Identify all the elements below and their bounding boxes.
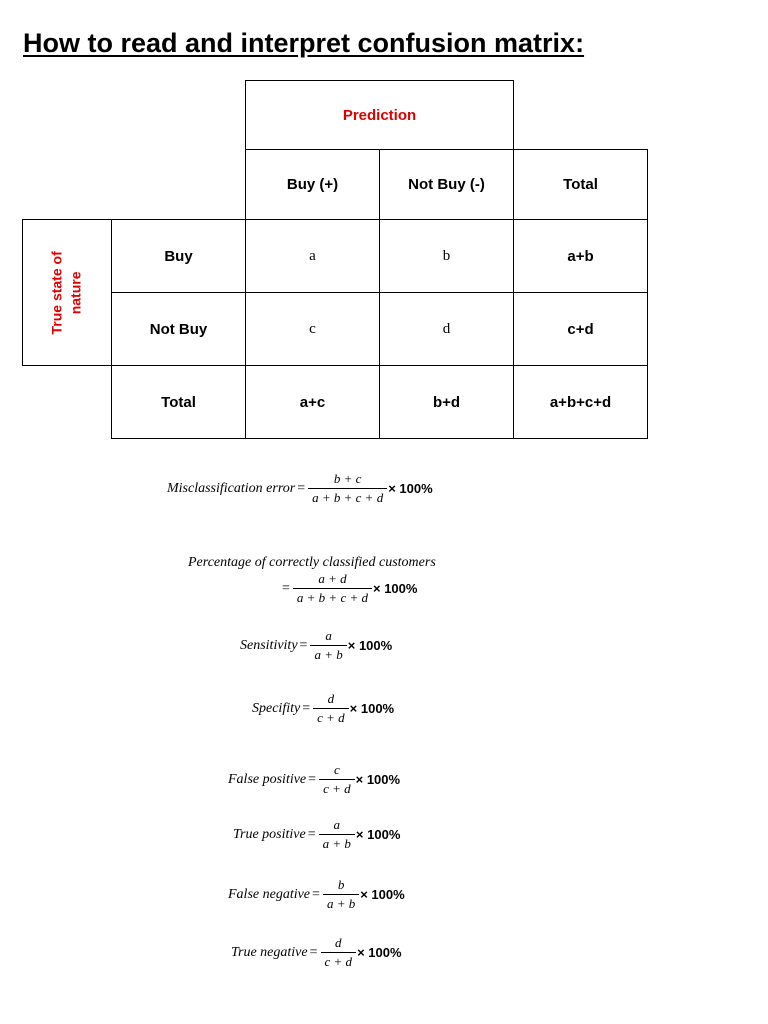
cell-value: a+b+c+d [549,393,612,411]
cell-value: b+d [432,393,461,411]
formula-specifity [252,691,394,726]
percent-suffix: × 100% [347,638,393,653]
denominator: a + b + c + d [293,588,372,606]
numerator: a [333,817,341,832]
equals-sign: = [282,580,290,596]
row-header-total [111,365,246,439]
cell-a-plus-b [513,219,648,293]
cell-value: a [309,247,316,264]
denominator: c + d [313,708,349,726]
numerator: a [325,628,332,643]
formula-true-positive [233,817,400,852]
equals-sign: = [307,826,316,842]
formula-label: False negative [228,886,311,902]
percent-suffix: × 100% [355,772,401,787]
true-state-label [48,251,86,334]
fraction [319,817,355,852]
equals-sign: = [302,700,311,716]
formula-label: Specifity [252,700,301,716]
numerator: d [335,935,342,950]
fraction [323,877,359,912]
formula-correct-label: Percentage of correctly classified customers [188,555,436,570]
percent-suffix: × 100% [373,581,418,596]
cell-value: a+c [299,393,326,411]
percent-suffix: × 100% [388,481,433,496]
denominator: a + b + c + d [308,488,387,506]
cell-c [245,292,380,366]
formula-label: Sensitivity [240,637,298,653]
cell-value: a+b [567,247,594,265]
row-header-not-buy [111,292,246,366]
row-header-label: Total [161,393,196,411]
formula-label: True positive [233,826,306,842]
col-header-total [513,149,648,220]
percent-suffix: × 100% [355,827,401,842]
prediction-header [245,80,514,150]
denominator: c + d [319,779,355,797]
denominator: a + b [323,894,359,912]
fraction [321,935,357,970]
page-title: How to read and interpret confusion matrix: [23,28,585,58]
true-state-line: nature [68,271,84,314]
formula-true-negative [231,935,402,970]
numerator: c [333,762,340,777]
formula-sensitivity [240,628,392,663]
cell-b-plus-d [379,365,514,439]
cell-value: c+d [567,320,594,338]
cell-grand-total [513,365,648,439]
cell-b [379,219,514,293]
cell-c-plus-d [513,292,648,366]
row-header-label: Buy [164,247,193,265]
col-header-label: Buy (+) [286,176,339,193]
true-state-line: True state of [49,250,66,335]
denominator: a + b [319,834,355,852]
denominator: c + d [321,952,357,970]
fraction [308,471,387,506]
col-header-not-buy [379,149,514,220]
col-header-buy [245,149,380,220]
cell-a-plus-c [245,365,380,439]
formula-label: True negative [231,944,308,960]
fraction [313,691,349,726]
row-header-buy [111,219,246,293]
percent-suffix: × 100% [357,945,402,960]
cell-value: d [442,320,451,337]
equals-sign: = [312,886,320,902]
numerator: a + d [318,571,347,586]
col-header-label: Not Buy (-) [408,176,485,193]
formula-correct [280,571,417,606]
cell-value: b [442,247,451,264]
prediction-label: Prediction [342,106,417,124]
fraction [310,628,346,663]
formula-label: False positive [228,771,307,787]
percent-suffix: × 100% [349,701,395,716]
percent-suffix: × 100% [360,887,405,902]
row-header-label: Not Buy [149,320,208,338]
numerator: d [327,691,335,706]
equals-sign: = [309,944,318,960]
col-header-label: Total [563,176,598,193]
denominator: a + b [310,645,346,663]
cell-a [245,219,380,293]
numerator: b [337,877,345,892]
equals-sign: = [308,771,317,787]
equals-sign: = [297,480,306,496]
formula-label: Misclassification error [167,480,296,496]
fraction [293,571,372,606]
cell-value: c [309,320,316,337]
formula-false-negative [228,877,405,912]
formula-false-positive [228,762,400,797]
equals-sign: = [299,637,308,653]
true-state-header [22,219,112,366]
numerator: b + c [333,471,362,486]
cell-d [379,292,514,366]
formula-misclassification [167,471,433,506]
fraction [319,762,355,797]
